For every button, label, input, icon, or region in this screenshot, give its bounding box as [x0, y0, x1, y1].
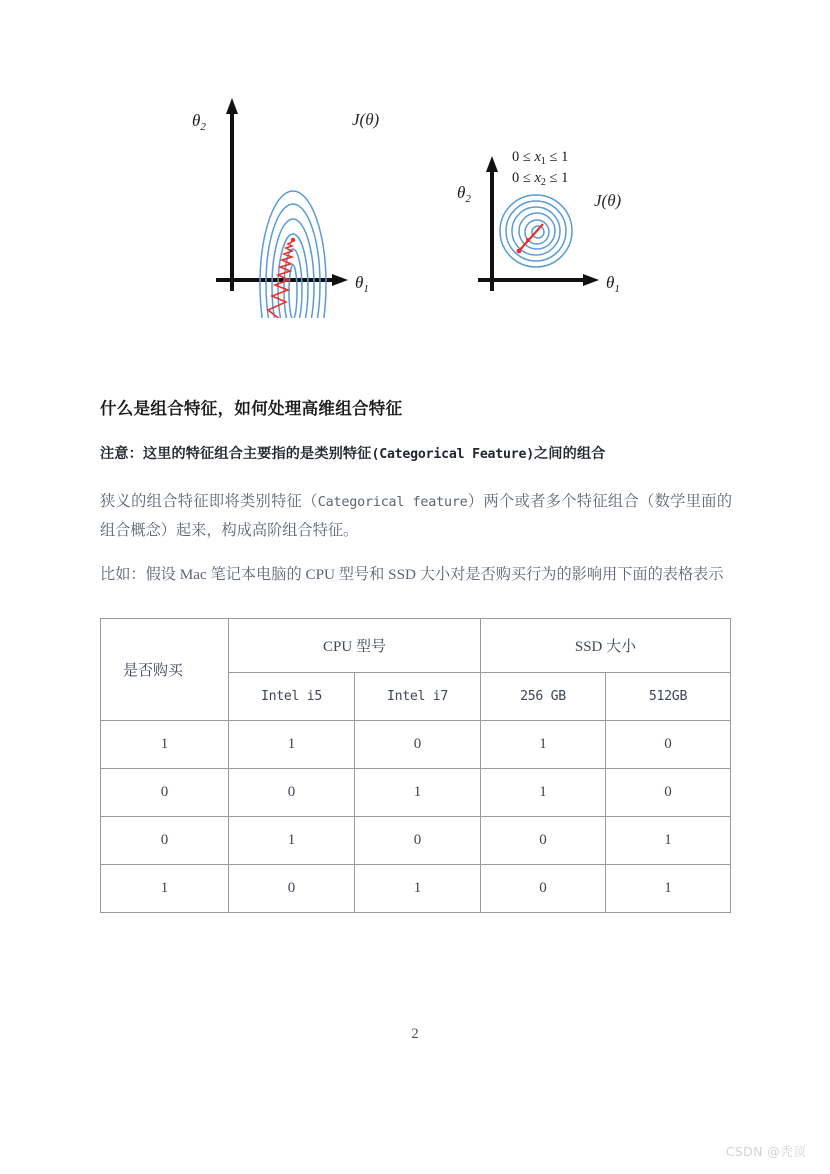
header-cell-512gb: 512GB	[606, 673, 731, 721]
cell-r0-c3: 1	[481, 721, 606, 769]
note-mono-term: (Categorical Feature)	[371, 447, 534, 463]
cell-r0-c4: 0	[606, 721, 731, 769]
cell-r2-c1: 1	[229, 817, 355, 865]
header-cell-intel-i5: Intel i5	[229, 673, 355, 721]
cell-r1-c1: 0	[229, 769, 355, 817]
header-cell-cpu-group: CPU 型号	[229, 619, 481, 673]
cell-r3-c1: 0	[229, 865, 355, 913]
left-descent-endpoint	[291, 238, 295, 242]
contour-figures-svg	[0, 88, 830, 318]
definition-part-b: ）两个或者多个特征组合（数学里面的组合概念）起来，构成高阶组合特征。	[100, 492, 733, 540]
cell-r3-c4: 1	[606, 865, 731, 913]
left-cost-label: J(θ)	[352, 110, 380, 129]
cell-r1-c0: 0	[101, 769, 229, 817]
header-cell-purchase: 是否购买	[101, 619, 229, 721]
left-figure-group	[192, 98, 380, 318]
cell-r0-c2: 0	[355, 721, 481, 769]
cell-r3-c0: 1	[101, 865, 229, 913]
figure-row	[0, 88, 830, 318]
cell-r2-c0: 0	[101, 817, 229, 865]
cell-r1-c2: 1	[355, 769, 481, 817]
right-descent-mid	[526, 238, 530, 242]
table-row	[101, 865, 731, 913]
header-cell-256gb: 256 GB	[481, 673, 606, 721]
right-y-axis-label: $\theta_2$	[457, 183, 471, 205]
csdn-watermark: CSDN @秃顶	[725, 1144, 806, 1159]
constraint-x1-label: $0 \le x_1 \le 1$	[512, 149, 569, 167]
cell-r3-c3: 0	[481, 865, 606, 913]
table-row	[101, 769, 731, 817]
constraint-x2-label: $0 \le x_2 \le 1$	[512, 170, 569, 188]
page-number: 2	[411, 1026, 419, 1042]
definition-mono-term: Categorical feature	[317, 494, 468, 510]
cell-r1-c3: 1	[481, 769, 606, 817]
page-title: 什么是组合特征，如何处理高维组合特征	[100, 399, 403, 418]
right-y-axis-arrowhead	[486, 156, 498, 172]
header-cell-intel-i7: Intel i7	[355, 673, 481, 721]
right-figure-group	[457, 149, 622, 295]
table-row	[101, 721, 731, 769]
left-y-axis-arrowhead	[226, 98, 238, 114]
right-cost-label: J(θ)	[594, 191, 622, 210]
left-contours	[260, 191, 326, 318]
table-row	[101, 817, 731, 865]
right-x-axis-arrowhead	[583, 274, 599, 286]
cell-r3-c2: 1	[355, 865, 481, 913]
note-suffix: 之间的组合	[534, 446, 606, 463]
cell-r1-c4: 0	[606, 769, 731, 817]
cell-r0-c0: 1	[101, 721, 229, 769]
cell-r2-c2: 0	[355, 817, 481, 865]
right-descent-start	[517, 249, 522, 254]
left-y-axis-label: $\theta_2$	[192, 111, 206, 133]
cell-r2-c3: 0	[481, 817, 606, 865]
note-paragraph	[100, 445, 732, 464]
article-body	[100, 398, 732, 606]
right-x-axis-label: $\theta_1$	[606, 273, 620, 295]
table-header-row-groups	[101, 619, 731, 673]
purchase-feature-table	[100, 618, 731, 913]
header-cell-ssd-group: SSD 大小	[481, 619, 731, 673]
example-paragraph: 比如：假设 Mac 笔记本电脑的 CPU 型号和 SSD 大小对是否购买行为的影响用下面的表格表示	[100, 565, 724, 583]
cell-r0-c1: 1	[229, 721, 355, 769]
left-x-axis-label: $\theta_1$	[355, 273, 369, 295]
definition-paragraph	[100, 487, 732, 546]
cell-r2-c4: 1	[606, 817, 731, 865]
definition-part-a: 狭义的组合特征即将类别特征（	[100, 492, 318, 510]
note-prefix: 注意：这里的特征组合主要指的是类别特征	[100, 446, 372, 463]
left-x-axis-arrowhead	[332, 274, 348, 286]
